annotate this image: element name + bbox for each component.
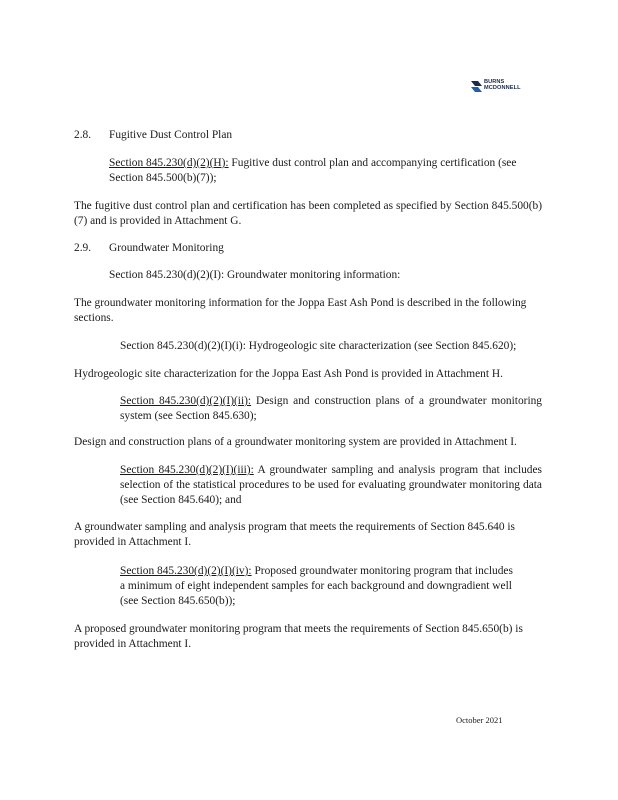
response-iii: A groundwater sampling and analysis program that meets the requirements of Section 845.640 is provided in Attachment I.: [74, 521, 515, 548]
response-i: Hydrogeologic site characterization for the Joppa East Ash Pond is provided in Attachment H.: [74, 368, 503, 380]
logo-line-2: MCDONNELL: [484, 85, 521, 91]
section-2-9-heading: [74, 241, 224, 256]
logo-line-1: BURNS: [484, 79, 505, 86]
requirement-text: A groundwater sampling and analysis program that includes selection of the statistical procedures to be used for evaluating groundwater monitoring data (see Section 845.640); and: [120, 464, 542, 506]
requirement-845-230-d-2-i: Section 845.230(d)(2)(I): Groundwater monitoring information:: [109, 269, 401, 281]
requirement-i: Section 845.230(d)(2)(I)(i): Hydrogeologic site characterization (see Section 845.620);: [120, 340, 517, 352]
burns-mcdonnell-logo: [470, 79, 534, 93]
requirement-reference: Section 845.230(d)(2)(I)(ii):: [120, 395, 252, 407]
footer-date: October 2021: [456, 715, 503, 725]
requirement-text-line-2: a minimum of eight independent samples for each background and downgradient well: [120, 580, 512, 592]
requirement-text: Design and construction plans of a groundwater monitoring system (see Section 845.630);: [120, 395, 542, 422]
requirement-iii: [120, 463, 542, 508]
requirement-text-line-1: Proposed groundwater monitoring program that includes: [251, 565, 513, 577]
requirement-reference: Section 845.230(d)(2)(I)(iii):: [120, 464, 254, 476]
requirement-text: Fugitive dust control plan and accompanying certification (see Section 845.500(b)(7));: [109, 157, 517, 184]
response-ii: Design and construction plans of a groundwater monitoring system are provided in Attachment I.: [74, 436, 517, 448]
requirement-reference: Section 845.230(d)(2)(H):: [109, 157, 229, 169]
section-title: Groundwater Monitoring: [109, 242, 224, 254]
section-number: 2.8.: [74, 129, 92, 141]
requirement-text-line-3: (see Section 845.650(b));: [120, 595, 236, 607]
intro-paragraph: The groundwater monitoring information for the Joppa East Ash Pond is described in the following sections.: [74, 297, 527, 324]
response-paragraph: The fugitive dust control plan and certification has been completed as specified by Section 845.500(b)(7) and is provided in Attachment G.: [74, 200, 542, 227]
requirement-845-230-d-2-h: [109, 156, 545, 186]
section-2-8-heading: [74, 128, 232, 143]
requirement-reference: Section 845.230(d)(2)(I)(iv):: [120, 565, 252, 577]
logo-wordmark: [484, 80, 521, 92]
logo-mark-icon: [470, 80, 483, 93]
requirement-ii: [120, 394, 542, 424]
response-iv: A proposed groundwater monitoring program that meets the requirements of Section 845.650(b) is provided in Attachment I.: [74, 623, 523, 650]
section-number: 2.9.: [74, 242, 92, 254]
section-title: Fugitive Dust Control Plan: [109, 129, 233, 141]
requirement-iv: [120, 564, 542, 609]
